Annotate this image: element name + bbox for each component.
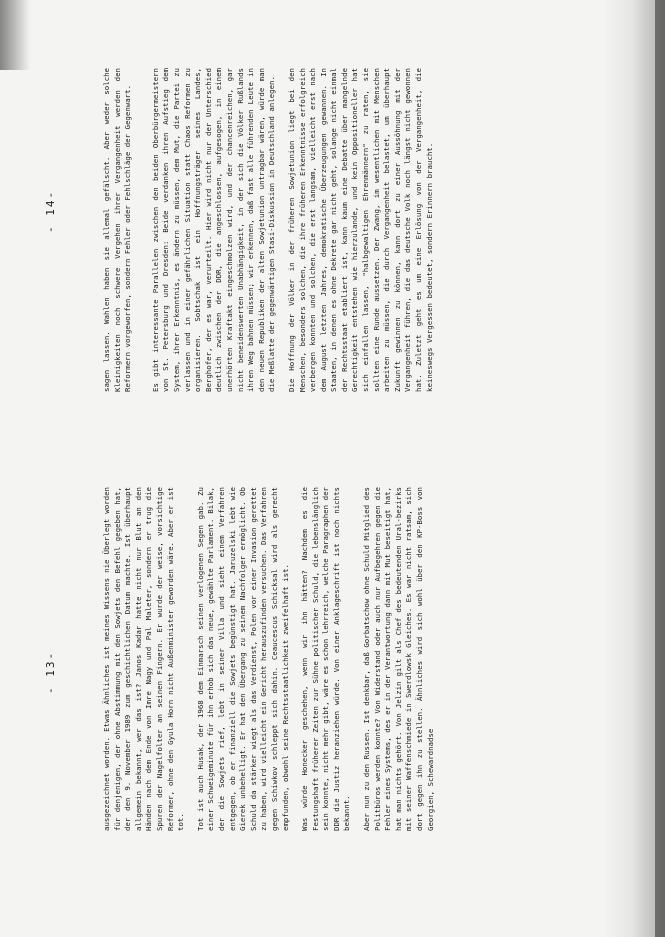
paragraph: sagen lassen. Wahlen haben sie allemal gefälscht. Aber weder solche Kleinigkeiten noch schwere Vergehen ihrer Vergangenheit werden den Reformern vorgeworfen, sondern Fehler oder Fehlschläge der Gegenwart.: [102, 68, 133, 392]
paragraph: ausgezeichnet worden. Etwas Ähnliches ist meines Wissens nie Überlegt worden für denjenigen, der ohne Abstimmung mit den Sowjets den Befehl gegeben hat, der den 9. November 1989 zum geschichtlichen Datum machte. Ist überhaupt allgemein bekannt, wer das ist? Janos Kadar hatte nicht nur Blut an den Händen nach dem Ende von Imre Nagy und Pal Maleter, sondern er trug die Spuren der Nagelfolter an seinen Fingern. Er wurde der weise, vorsichtige Reformer, ohne den Gyula Horn nicht Außenminister geworden wäre. Aber er ist tot.: [102, 487, 186, 831]
paragraph: Was würde Honecker geschehen, wenn wir ihn hätten? Nachdem es die Festungshaft früherer Zeiten zur Sühne politischer Schuld, die lebenslänglich sein konnte, nicht mehr gibt, wäre es schon lehrreich, welche Paragraphen der DDR die Justiz heranziehen würde. Von einer Anklageschrift ist noch nichts bekannt.: [300, 487, 352, 831]
page-number-14: - 14-: [44, 189, 57, 233]
page-number-13: - 13-: [44, 650, 57, 694]
paragraph: Es gibt interessante Parallelen zwischen den beiden Oberbürgermeistern von St. Petersburg und Dresden: Beide verdanken ihren Aufstieg dem System, ihrer Erkenntnis, es ändern zu müssen, dem Mut, die Partei zu verlassen und in einer gefährlichen Situation statt Chaos Reformen zu organisieren. Sobtschak ist ein Hoffnungsträger seines Landes, Berghofer, der es war, verurteilt. Hier wird nicht nur der Unterschied deutlich zwischen der DDR, die angeschlossen, aufgesogen, in einem unerhörten Kraftakt eingeschmolzen wird, und der chancenreichen, gar nicht beneidenswerten Unabhängigkeit, in der sich die Völker Rußlands ihren Weg bahnen müssen; wir erkennen, daß fast alle führenden Leute in den neuen Republiken der alten Sowjetunion untragbar wären, würde man die Meßlatte der gegenwärtigen Stasi-Diskussion in Deutschland anlegen.: [150, 68, 277, 392]
scan-shadow-corner: [0, 0, 30, 70]
page-14-text-column: [102, 68, 444, 392]
paragraph: Aber nun zu den Russen. Ist denkbar, daß Gorbatschow ohne Schuld Mitglied des Politbüros werden konnte? Von Widerstand oder auch nur Aufbegehren gegen die Fehler eines Systems, des er in der Verantwortung dann mit Mut beseitigt hat, hat man nichts gehört. Von Jelzin gilt als Chef des bedeutenden Ural-bezirks mit seiner Waffenschmiede in Swerdlowsk Gleiches. Es war nicht ratsam, sich dort gegen ihn zu stellen. Ähnliches wird sich wohl über den KP-Boss von Georgien, Schewardnadse: [362, 487, 435, 831]
page-13-text-column: [102, 487, 445, 831]
paragraph: Tot ist auch Husak, der 1968 dem Einmarsch seinen verlogenen Segen gab. Zu einer Schweigeminute für ihn erhob sich das neue, gewählte Parlament. Bilak, der die Sowjets rief, lebt in seiner Villa und sieht einem Verfahren entgegen, ob er finanziell die Sowjets begünstigt hat. Jaruzelski lebt wie Gierek unbehelligt. Er hat den Übergang zu seinem Nachfolger ermöglicht. Ob Schuld da stärker wiegt als das Verdienst, Polen vor einer Invasion gerettet zu haben, wird vielleicht ein Gericht herauszufinden versuchen. Das Verfahren gegen Schiwkov schleppt sich dahin. Ceaucescus Schicksal wird als gerecht empfunden, obwohl seine Rechtsstaatlichkeit zweifelhaft ist.: [195, 487, 290, 831]
binding-edge: [655, 0, 665, 937]
paragraph: Die Hoffnung der Völker in der früheren Sowjetunion liegt bei den Menschen, besonders solchen, die ihre früheren Erkenntnisse erfolgreich verbergen konnten und solchen, die erst langsam, vielleicht erst nach dem August letzten Jahres, demokratische Überzeugungen gewannen. In Staaten, in denen es ohne Dekrete gar nicht geht, solange nicht einmal der Rechtsstaat etabliert ist, kann kaum eine Debatte über mangelnde Gerechtigkeit entstehen wie hierzulande, und kein Oppositioneller hat sich einfallen lassen, "halbgewaltigen Ehrenmännern" zu raten, sie sollten eine Runde aussetzen. Der Zwang, im wesentlichen mit Menschen arbeiten zu müssen, die durch Vergangenheit belastet, um überhaupt Zukunft gewinnen zu können, kann dort zu einer Aussöhnung mit der Vergangenheit führen, die das deutsche Volk noch längst nicht gewonnen hat. Zuletzt geht es um eine Erlösung von der Vergangenheit, die keineswegs Vergessen bedeutet, sondern Erinnern braucht.: [286, 68, 434, 392]
